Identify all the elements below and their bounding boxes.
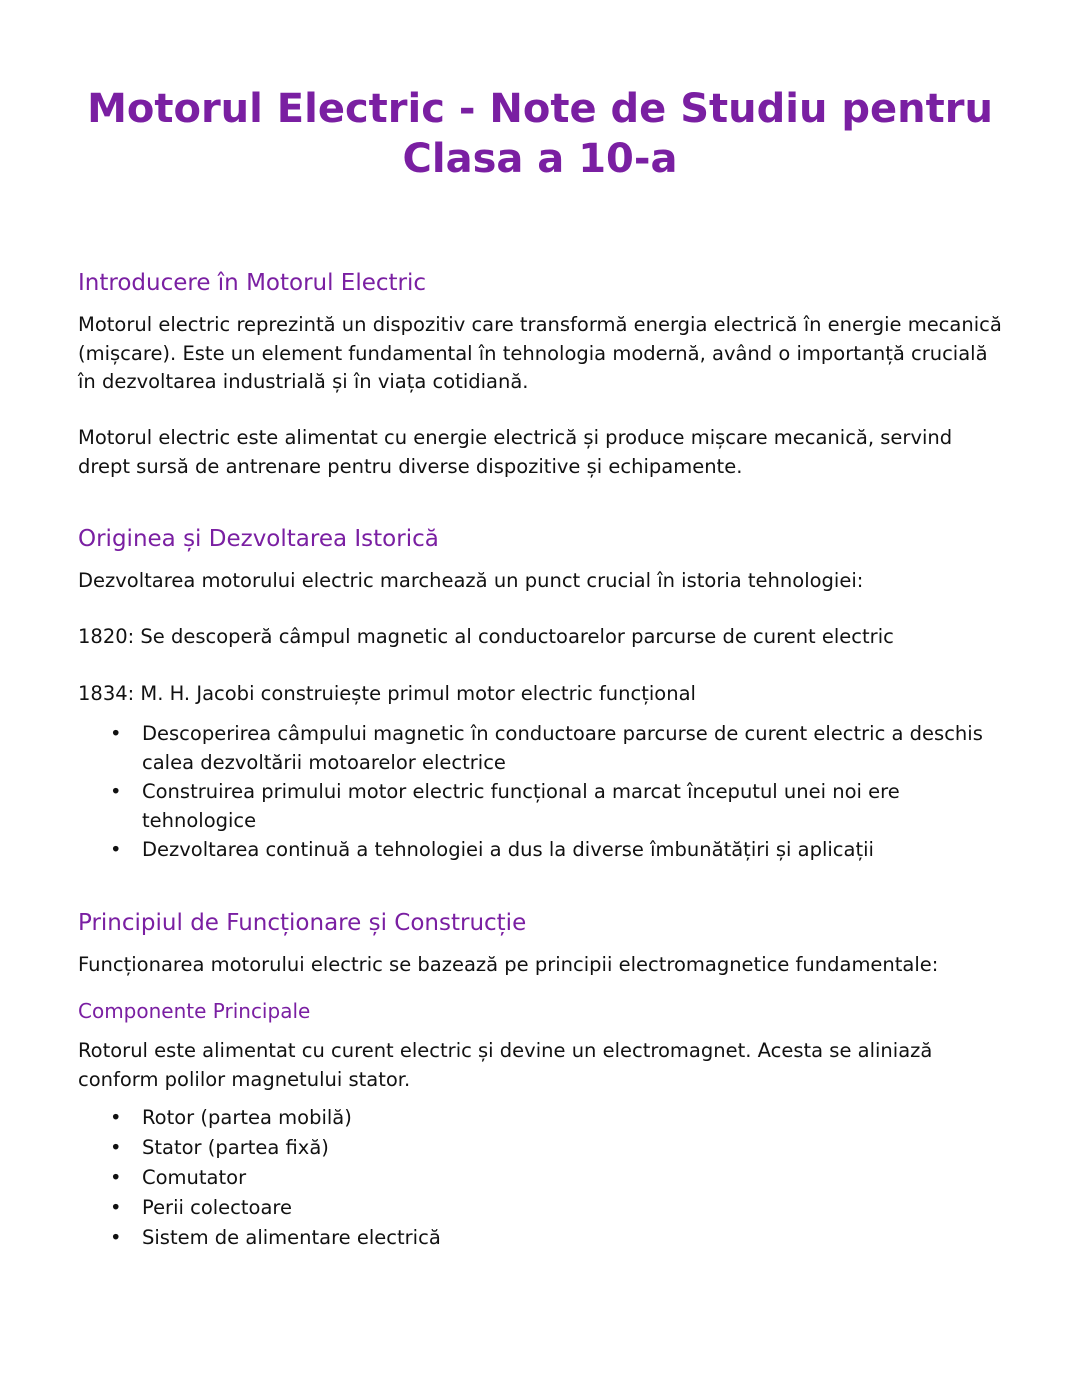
list-item-text: Perii colectoare bbox=[142, 1196, 293, 1219]
bullet-icon: • bbox=[110, 1136, 122, 1159]
history-intro: Dezvoltarea motorului electric marchează un punct crucial în istoria tehnologiei: bbox=[78, 569, 864, 592]
list-item bbox=[106, 1163, 1016, 1193]
list-item-text: Descoperirea câmpului magnetic în conductoare parcurse de curent electric a deschis calea dezvoltării motoarelor electrice bbox=[142, 722, 983, 774]
list-item-text: Construirea primului motor electric funcțional a marcat începutul unei noi ere tehnologice bbox=[142, 780, 900, 832]
intro-paragraph-2: Motorul electric este alimentat cu energie electrică și produce mișcare mecanică, servind drept sursă de antrenare pentru diverse dispozitive și echipamente. bbox=[78, 426, 953, 478]
bullet-icon: • bbox=[110, 780, 122, 803]
list-item bbox=[106, 777, 1016, 835]
heading-originea: Originea și Dezvoltarea Istorică bbox=[78, 526, 439, 552]
list-item bbox=[106, 719, 1016, 777]
heading-principiul: Principiul de Funcționare și Construcție bbox=[78, 910, 527, 936]
heading-introducere: Introducere în Motorul Electric bbox=[78, 270, 427, 296]
list-item bbox=[106, 835, 1016, 864]
bullet-icon: • bbox=[110, 1166, 122, 1189]
bullet-icon: • bbox=[110, 1226, 122, 1249]
principle-intro: Funcționarea motorului electric se bazează pe principii electromagnetice fundamentale: bbox=[78, 953, 939, 976]
intro-paragraph-1: Motorul electric reprezintă un dispozitiv care transformă energia electrică în energie mecanică (mișcare). Este un element fundamental în tehnologia modernă, având o importanță crucială în dezvoltarea industrială și în viața cotidiană. bbox=[78, 313, 1002, 393]
bullet-icon: • bbox=[110, 1196, 122, 1219]
principle-paragraph: Rotorul este alimentat cu curent electric și devine un electromagnet. Acesta se aliniază conform polilor magnetului stator. bbox=[78, 1039, 933, 1091]
list-item-text: Dezvoltarea continuă a tehnologiei a dus la diverse îmbunătățiri și aplicații bbox=[142, 838, 874, 861]
list-item-text: Stator (partea fixă) bbox=[142, 1136, 329, 1159]
list-item bbox=[106, 1223, 1016, 1253]
history-event-1820: 1820: Se descoperă câmpul magnetic al conductoarelor parcurse de curent electric bbox=[78, 625, 894, 648]
bullet-icon: • bbox=[110, 838, 122, 861]
bullet-icon: • bbox=[110, 722, 122, 745]
list-item-text: Sistem de alimentare electrică bbox=[142, 1226, 441, 1249]
list-item-text: Rotor (partea mobilă) bbox=[142, 1106, 352, 1129]
history-event-1834: 1834: M. H. Jacobi construiește primul motor electric funcțional bbox=[78, 682, 696, 705]
history-bullet-list bbox=[106, 719, 1016, 864]
page-title: Motorul Electric - Note de Studiu pentru Clasa a 10-a bbox=[87, 86, 993, 182]
list-item-text: Comutator bbox=[142, 1166, 247, 1189]
list-item bbox=[106, 1103, 1016, 1133]
list-item bbox=[106, 1193, 1016, 1223]
subheading-componente: Componente Principale bbox=[78, 999, 311, 1023]
bullet-icon: • bbox=[110, 1106, 122, 1129]
list-item bbox=[106, 1133, 1016, 1163]
components-list bbox=[106, 1103, 1016, 1253]
